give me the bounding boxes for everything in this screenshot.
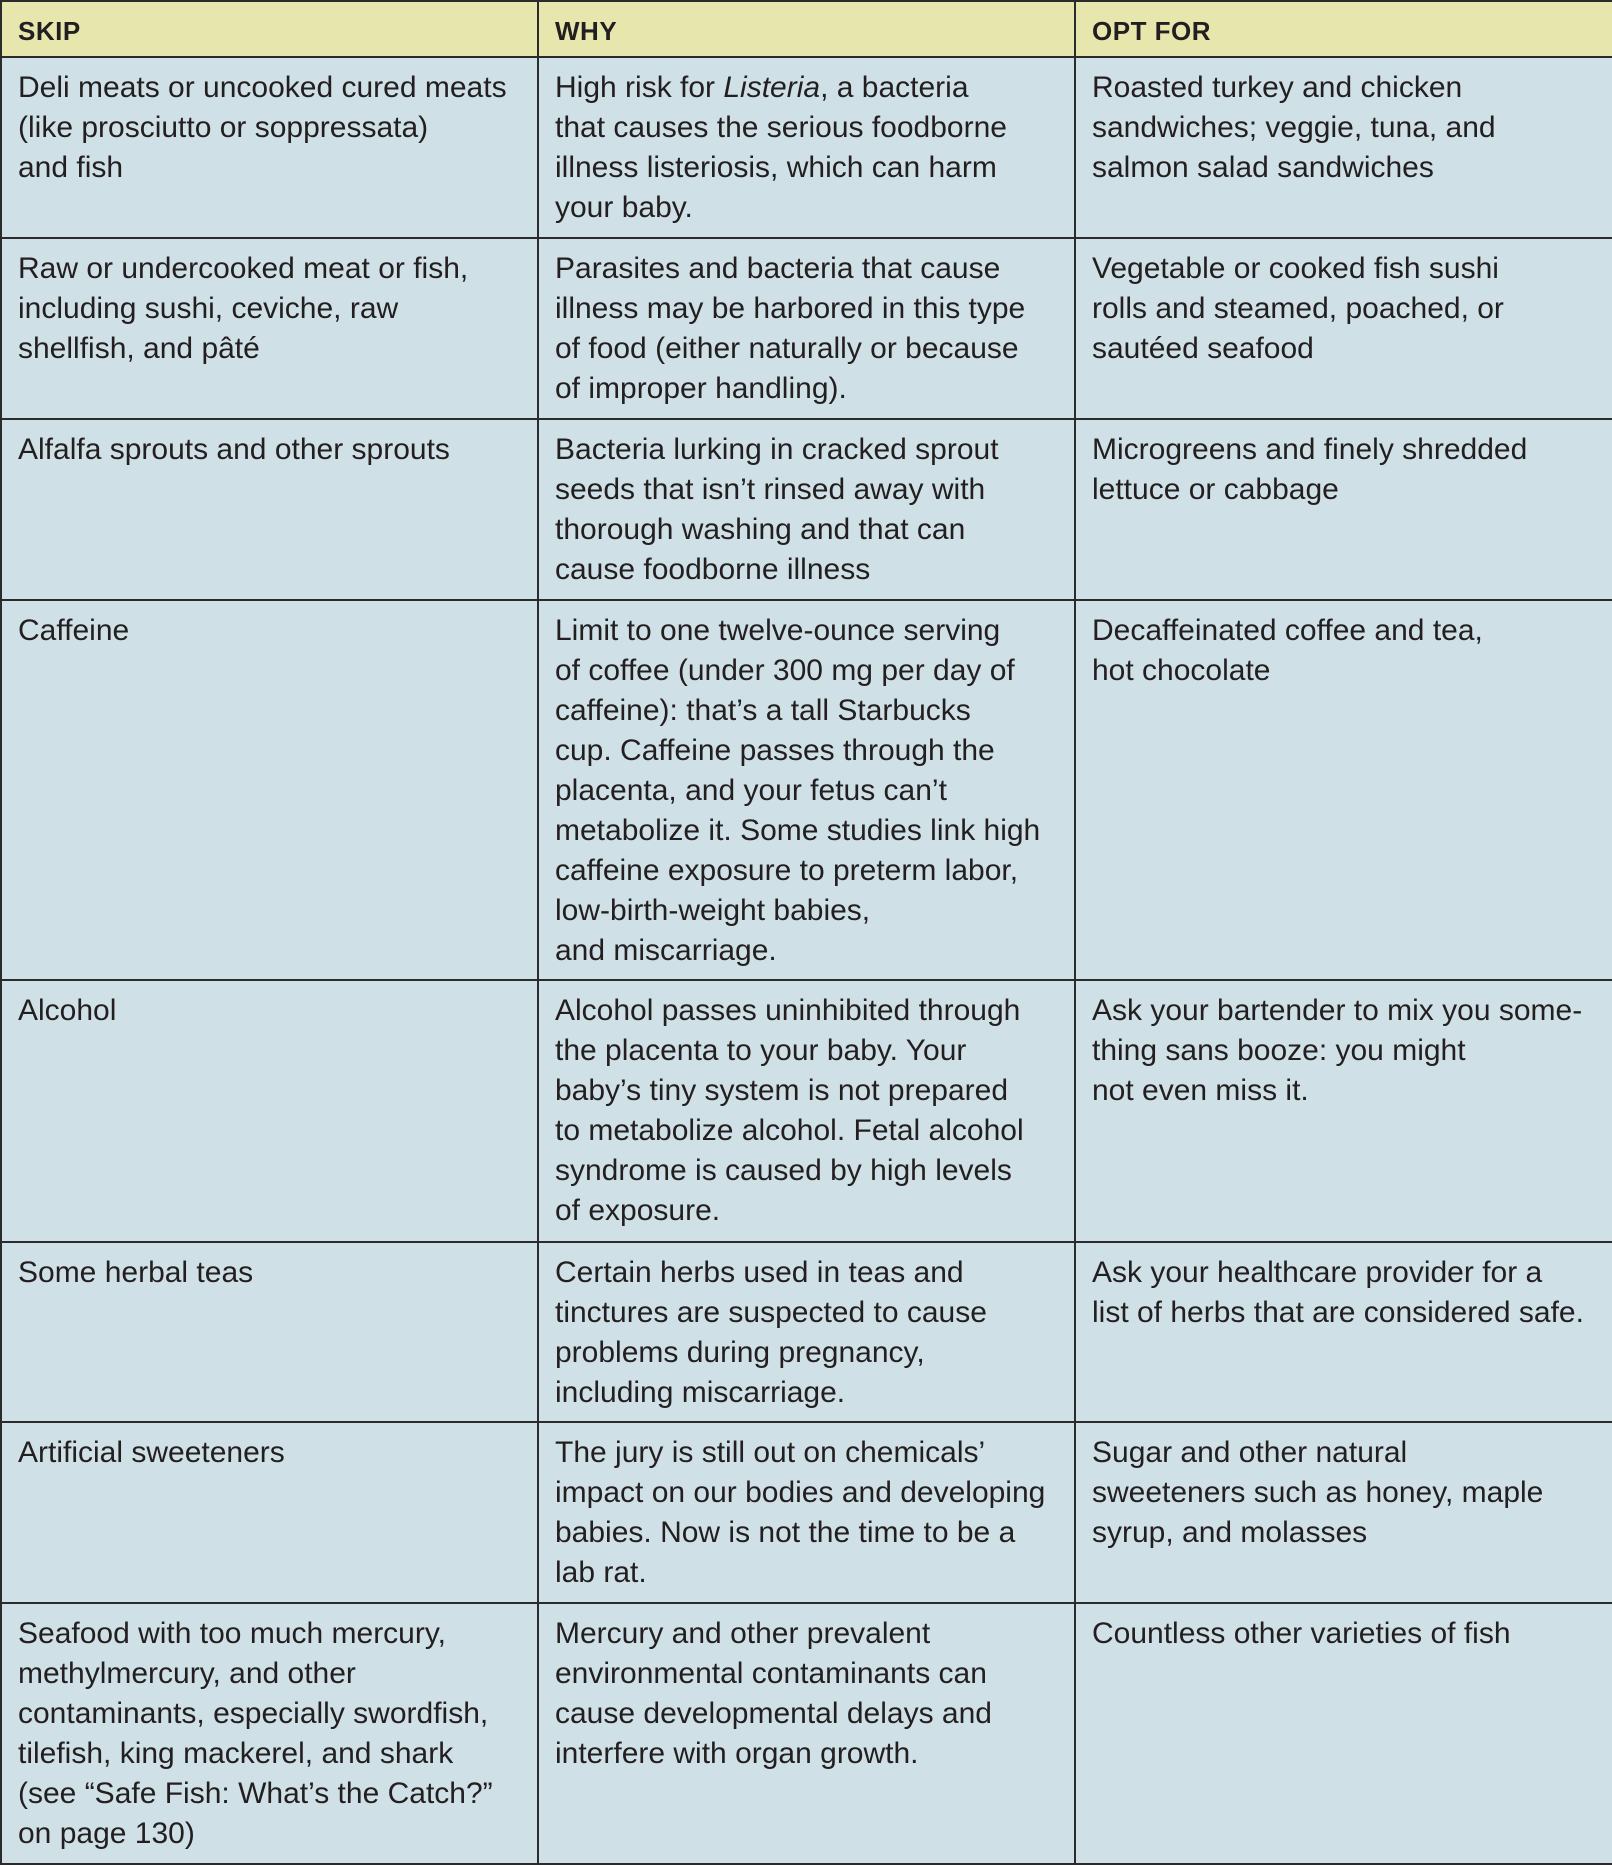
table-row: [1, 1242, 1612, 1422]
cell-skip: Seafood with too much mercury, methylmercury, and other contaminants, especially swordfish, tilefish, king mackerel, and shark (see “Safe Fish: What’s the Catch?” on page 130): [1, 1603, 538, 1864]
header-why: WHY: [538, 1, 1075, 57]
cell-why: Mercury and other prevalent environmental contaminants can cause developmental delays and interfere with organ growth.: [538, 1603, 1075, 1864]
table-row: [1, 600, 1612, 980]
cell-opt-for: Sugar and other natural sweeteners such as honey, maple syrup, and molasses: [1075, 1422, 1612, 1603]
header-skip: SKIP: [1, 1, 538, 57]
header-opt-for: OPT FOR: [1075, 1, 1612, 57]
table-row: [1, 419, 1612, 600]
cell-opt-for: Decaffeinated coffee and tea, hot chocolate: [1075, 600, 1612, 980]
cell-skip: Deli meats or uncooked cured meats (like prosciutto or soppressata) and fish: [1, 57, 538, 238]
table-row: [1, 238, 1612, 419]
table-header-row: [1, 1, 1612, 57]
cell-skip: Caffeine: [1, 600, 538, 980]
cell-opt-for: Ask your healthcare provider for a list of herbs that are considered safe.: [1075, 1242, 1612, 1422]
cell-opt-for: Vegetable or cooked fish sushi rolls and steamed, poached, or sautéed seafood: [1075, 238, 1612, 419]
table-row: [1, 1603, 1612, 1864]
table-row: [1, 57, 1612, 238]
cell-why: The jury is still out on chemicals’ impact on our bodies and developing babies. Now is not the time to be a lab rat.: [538, 1422, 1075, 1603]
why-text-after: , a bacteria that causes the serious foodborne illness listeriosis, which can harm your baby.: [555, 71, 1007, 224]
cell-skip: Artificial sweeteners: [1, 1422, 538, 1603]
cell-opt-for: Countless other varieties of fish: [1075, 1603, 1612, 1864]
cell-why: [538, 57, 1075, 238]
cell-skip: Alcohol: [1, 980, 538, 1242]
cell-skip: Some herbal teas: [1, 1242, 538, 1422]
cell-skip: Alfalfa sprouts and other sprouts: [1, 419, 538, 600]
table-row: [1, 1422, 1612, 1603]
cell-opt-for: Roasted turkey and chicken sandwiches; veggie, tuna, and salmon salad sandwiches: [1075, 57, 1612, 238]
why-text-emphasis: Listeria: [723, 71, 821, 104]
cell-why: Bacteria lurking in cracked sprout seeds that isn’t rinsed away with thorough washing and that can cause foodborne illness: [538, 419, 1075, 600]
cell-opt-for: Ask your bartender to mix you some- thing sans booze: you might not even miss it.: [1075, 980, 1612, 1242]
cell-opt-for: Microgreens and finely shredded lettuce or cabbage: [1075, 419, 1612, 600]
cell-why: Limit to one twelve-ounce serving of coffee (under 300 mg per day of caffeine): that’s a tall Starbucks cup. Caffeine passes through the placenta, and your fetus can’t metabolize it. Some studies link high caffeine exposure to preterm labor, low-birth-weight babies, and miscarriage.: [538, 600, 1075, 980]
cell-why: Alcohol passes uninhibited through the placenta to your baby. Your baby’s tiny system is not prepared to metabolize alcohol. Fetal alcohol syndrome is caused by high levels of exposure.: [538, 980, 1075, 1242]
table-row: [1, 980, 1612, 1242]
cell-why: Certain herbs used in teas and tinctures are suspected to cause problems during pregnancy, including miscarriage.: [538, 1242, 1075, 1422]
cell-why: Parasites and bacteria that cause illness may be harbored in this type of food (either naturally or because of improper handling).: [538, 238, 1075, 419]
why-text-before: High risk for: [555, 71, 724, 104]
cell-skip: Raw or undercooked meat or fish, including sushi, ceviche, raw shellfish, and pâté: [1, 238, 538, 419]
